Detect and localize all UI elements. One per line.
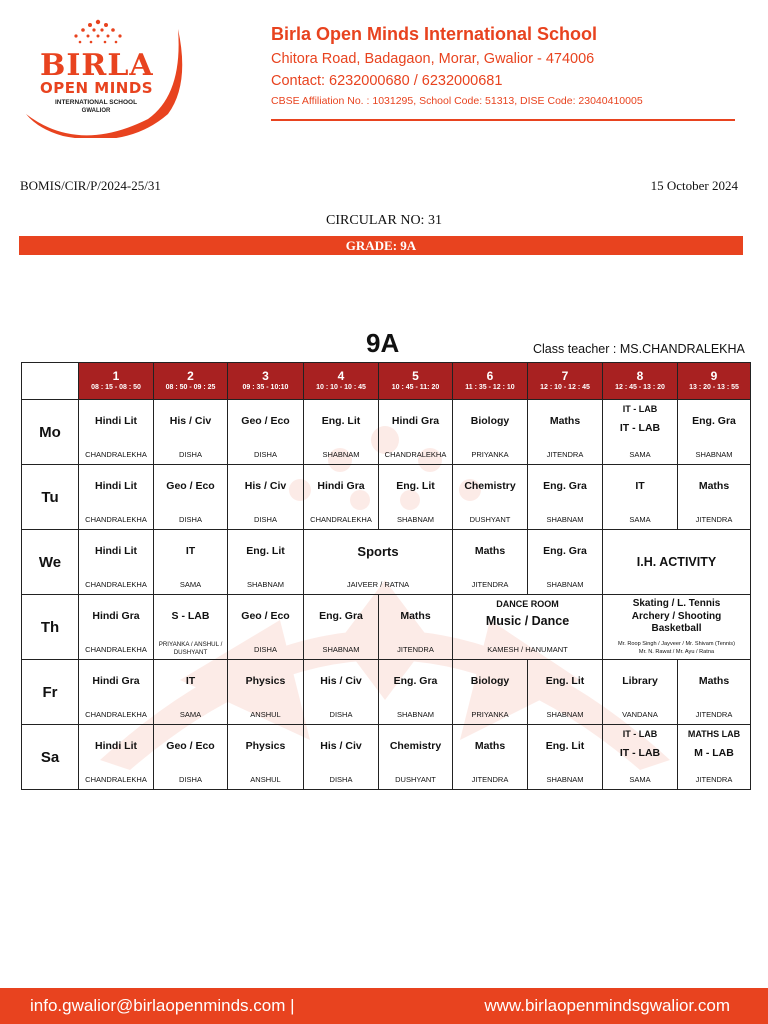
timetable-cell <box>304 725 379 790</box>
subject: Geo / Eco <box>166 480 215 492</box>
games-list <box>603 598 750 636</box>
teacher: SAMA <box>629 450 651 459</box>
period-time: 09 : 35 - 10:10 <box>242 384 289 391</box>
timetable-cell <box>379 595 453 660</box>
timetable-cell <box>603 725 678 790</box>
circular-reference: BOMIS/CIR/P/2024-25/31 <box>20 178 161 193</box>
period-header <box>453 363 528 400</box>
class-title: 9A <box>366 328 400 358</box>
subject: Hindi Gra <box>92 610 140 622</box>
timetable-cell <box>154 725 228 790</box>
teacher: JITENDRA <box>397 645 434 654</box>
subject: Geo / Eco <box>241 610 290 622</box>
circular-date: 15 October 2024 <box>650 178 738 193</box>
period-header-row <box>22 363 751 400</box>
subject: S - LAB <box>171 610 210 622</box>
teacher: SAMA <box>629 515 651 524</box>
teacher: JAIVEER / RATNA <box>346 580 410 589</box>
games-teachers-line-2: Mr. N. Rawat / Mr. Ayu / Ratna <box>638 648 715 655</box>
subject: Eng. Gra <box>543 545 587 557</box>
teacher: VANDANA <box>622 710 658 719</box>
logo-city-text: GWALIOR <box>81 108 111 114</box>
games-teachers-line-1: Mr. Roop Singh / Jayveer / Mr. Shivam (Tennis) <box>618 641 735 647</box>
teacher: DISHA <box>254 645 277 654</box>
teacher: KAMESH / HANUMANT <box>487 645 568 654</box>
teacher: DISHA <box>329 775 353 784</box>
day-label: Sa <box>22 725 79 790</box>
logo-openminds-text: OPEN MINDS <box>40 79 154 97</box>
room-label: MATHS LAB <box>687 729 741 739</box>
timetable-cell <box>154 465 228 530</box>
period-number: 6 <box>486 369 494 383</box>
teacher: JITENDRA <box>695 515 733 524</box>
day-row-friday <box>22 660 751 725</box>
period-time: 13 : 20 - 13 : 55 <box>689 384 739 391</box>
timetable-cell <box>453 660 528 725</box>
subject: Hindi Lit <box>95 545 137 557</box>
teacher: CHANDRALEKHA <box>85 645 147 654</box>
school-address: Chitora Road, Badagaon, Morar, Gwalior - 474006 <box>271 51 595 67</box>
timetable-cell <box>79 660 154 725</box>
teacher: CHANDRALEKHA <box>85 450 147 459</box>
teacher: DISHA <box>179 450 202 459</box>
timetable-cell <box>528 465 603 530</box>
teacher: DISHA <box>254 450 277 459</box>
footer-bar <box>0 988 768 1024</box>
grade-banner: GRADE: 9A <box>19 236 743 255</box>
subject: Maths <box>549 415 581 427</box>
timetable-cell <box>379 660 453 725</box>
period-number: 3 <box>262 369 269 383</box>
subject: Eng. Lit <box>545 675 585 687</box>
subject: Geo / Eco <box>166 740 215 752</box>
subject: Library <box>622 675 658 687</box>
subject: Maths <box>698 480 730 492</box>
timetable-cell-music-dance <box>453 595 603 660</box>
teacher: ANSHUL <box>250 775 281 784</box>
period-number: 8 <box>636 369 644 383</box>
teacher: SAMA <box>629 775 651 784</box>
timetable-cell <box>528 400 603 465</box>
logo-birla-text: BIRLA <box>40 48 154 83</box>
period-header <box>379 363 453 400</box>
subject: Hindi Lit <box>95 480 137 492</box>
timetable-cell <box>228 400 304 465</box>
subject: Hindi Gra <box>391 415 440 427</box>
games-teachers <box>603 641 750 656</box>
class-teacher: Class teacher : MS.CHANDRALEKHA <box>533 342 745 356</box>
subject: Chemistry <box>464 480 516 492</box>
day-label: Th <box>22 595 79 660</box>
subject: Physics <box>245 740 286 752</box>
teacher: SHABNAM <box>322 645 360 654</box>
timetable-cell <box>79 595 154 660</box>
teacher: SHABNAM <box>322 450 360 459</box>
school-affiliation: CBSE Affiliation No. : 1031295, School Code: 51313, DISE Code: 23040410005 <box>271 95 643 107</box>
timetable-cell <box>603 400 678 465</box>
subject: His / Civ <box>320 675 362 687</box>
subject: Music / Dance <box>485 614 570 628</box>
subject: Physics <box>245 675 286 687</box>
teacher: SHABNAM <box>546 775 584 784</box>
period-number: 9 <box>710 369 718 383</box>
room-label: IT - LAB <box>622 729 658 739</box>
teacher: CHANDRALEKHA <box>85 775 147 784</box>
school-contact: Contact: 6232000680 / 6232000681 <box>271 73 503 89</box>
teacher: JITENDRA <box>546 450 584 459</box>
timetable-cell-games <box>603 595 751 660</box>
day-label: Fr <box>22 660 79 725</box>
timetable-cell <box>453 465 528 530</box>
teacher: PRIYANKA <box>471 710 509 719</box>
teacher: PRIYANKA / ANSHUL / DUSHYANT <box>158 641 223 656</box>
teacher: ANSHUL <box>250 710 281 719</box>
subject: Hindi Gra <box>92 675 140 687</box>
timetable <box>21 362 751 790</box>
teacher: DISHA <box>179 515 202 524</box>
room-label: IT - LAB <box>622 404 658 414</box>
teacher: SHABNAM <box>396 515 435 524</box>
teacher: DUSHYANT <box>469 515 511 524</box>
teacher: DISHA <box>254 515 277 524</box>
timetable-cell <box>453 530 528 595</box>
timetable-cell <box>154 530 228 595</box>
timetable-cell <box>603 465 678 530</box>
subject: Biology <box>470 415 510 427</box>
period-time: 08 : 15 - 08 : 50 <box>91 384 141 391</box>
subject: Chemistry <box>389 740 442 752</box>
teacher: SHABNAM <box>546 710 584 719</box>
room-label: DANCE ROOM <box>496 599 559 609</box>
timetable-cell <box>379 400 453 465</box>
day-row-wednesday <box>22 530 751 595</box>
subject: Hindi Lit <box>95 415 137 427</box>
teacher: DUSHYANT <box>395 775 436 784</box>
subject: Maths <box>698 675 730 687</box>
period-time: 12 : 10 - 12 : 45 <box>540 384 590 391</box>
period-number: 5 <box>412 369 419 383</box>
period-header <box>678 363 751 400</box>
timetable-cell-ih-activity <box>603 530 751 595</box>
subject: Eng. Lit <box>321 415 361 427</box>
period-header <box>228 363 304 400</box>
period-header <box>154 363 228 400</box>
day-label: Tu <box>22 465 79 530</box>
day-row-thursday <box>22 595 751 660</box>
timetable-cell <box>228 465 304 530</box>
subject: Eng. Gra <box>692 415 736 427</box>
period-time: 10 : 45 - 11: 20 <box>391 384 440 391</box>
timetable-cell <box>228 595 304 660</box>
timetable-cell <box>304 595 379 660</box>
timetable-cell <box>79 725 154 790</box>
corner-cell <box>22 363 79 400</box>
timetable-cell <box>528 660 603 725</box>
teacher: JITENDRA <box>471 580 509 589</box>
timetable-cell <box>603 660 678 725</box>
day-row-saturday <box>22 725 751 790</box>
subject: Hindi Lit <box>95 740 137 752</box>
period-header <box>528 363 603 400</box>
circular-title: CIRCULAR NO: 31 <box>326 213 442 228</box>
timetable-cell <box>228 725 304 790</box>
timetable-cell <box>453 400 528 465</box>
teacher: JITENDRA <box>695 775 733 784</box>
teacher: DISHA <box>179 775 202 784</box>
timetable-cell <box>304 465 379 530</box>
timetable-cell <box>228 660 304 725</box>
subject: Geo / Eco <box>241 415 290 427</box>
subject: Sports <box>357 544 399 559</box>
subject: Biology <box>470 675 510 687</box>
teacher: CHANDRALEKHA <box>85 515 147 524</box>
timetable-cell <box>678 660 751 725</box>
timetable-cell <box>678 400 751 465</box>
timetable-cell <box>304 400 379 465</box>
timetable-cell <box>528 530 603 595</box>
timetable-cell-sports <box>304 530 453 595</box>
subject: Maths <box>474 545 506 557</box>
timetable-cell <box>453 725 528 790</box>
teacher: JITENDRA <box>695 710 733 719</box>
subject: Eng. Gra <box>543 480 587 492</box>
period-number: 7 <box>561 369 569 383</box>
period-time: 08 : 50 - 09 : 25 <box>165 384 216 391</box>
school-name: Birla Open Minds International School <box>271 24 598 44</box>
subject: I.H. ACTIVITY <box>636 555 717 569</box>
timetable-cell <box>79 465 154 530</box>
timetable-cell <box>154 595 228 660</box>
games-line-3: Basketball <box>651 623 702 634</box>
teacher: JITENDRA <box>471 775 509 784</box>
period-number: 1 <box>112 369 120 383</box>
subject: Eng. Lit <box>246 545 285 557</box>
subject: Eng. Gra <box>393 675 438 687</box>
teacher: SAMA <box>179 710 202 719</box>
subject: Eng. Lit <box>396 480 435 492</box>
subject: Maths <box>474 740 506 752</box>
day-label: Mo <box>22 400 79 465</box>
period-number: 2 <box>187 369 194 383</box>
games-line-1: Skating / L. Tennis <box>632 598 721 609</box>
logo-intl-school-text: INTERNATIONAL SCHOOL <box>54 99 138 106</box>
timetable-cell <box>304 660 379 725</box>
period-header <box>79 363 154 400</box>
subject: Eng. Lit <box>545 740 585 752</box>
footer-website-link[interactable]: www.birlaopenmindsgwalior.com <box>484 996 730 1015</box>
subject: M - LAB <box>694 747 734 759</box>
teacher: SHABNAM <box>246 580 285 589</box>
timetable-cell <box>154 660 228 725</box>
subject: His / Civ <box>244 480 287 492</box>
period-number: 4 <box>337 369 345 383</box>
subject: His / Civ <box>320 740 362 752</box>
timetable-cell <box>79 530 154 595</box>
period-time: 11 : 35 - 12 : 10 <box>465 384 515 391</box>
day-row-monday <box>22 400 751 465</box>
teacher: SHABNAM <box>546 515 584 524</box>
footer-email-link[interactable]: info.gwalior@birlaopenminds.com | <box>30 996 295 1015</box>
timetable-cell <box>678 725 751 790</box>
subject: Maths <box>400 610 431 622</box>
subject: IT - LAB <box>619 747 661 759</box>
teacher: SHABNAM <box>396 710 435 719</box>
subject: IT - LAB <box>619 422 661 434</box>
timetable-cell <box>154 400 228 465</box>
header-divider <box>271 119 735 121</box>
timetable-cell <box>678 465 751 530</box>
teacher: SAMA <box>179 580 202 589</box>
subject: IT <box>635 480 645 492</box>
teacher: SHABNAM <box>695 450 733 459</box>
day-row-tuesday <box>22 465 751 530</box>
subject: IT <box>185 545 196 557</box>
period-time: 10 : 10 - 10 : 45 <box>316 384 366 391</box>
subject: Hindi Gra <box>317 480 365 492</box>
subject: IT <box>185 675 196 687</box>
period-time: 12 : 45 - 13 : 20 <box>615 384 665 391</box>
period-header <box>304 363 379 400</box>
teacher: SHABNAM <box>546 580 584 589</box>
timetable-cell <box>379 725 453 790</box>
subject: His / Civ <box>169 415 212 427</box>
timetable-cell <box>379 465 453 530</box>
subject: Eng. Gra <box>319 610 363 622</box>
timetable-cell <box>79 400 154 465</box>
teacher: DISHA <box>329 710 353 719</box>
teacher: CHANDRALEKHA <box>85 580 147 589</box>
games-line-2: Archery / Shooting <box>631 610 722 622</box>
teacher: CHANDRALEKHA <box>310 515 372 524</box>
period-header <box>603 363 678 400</box>
day-label: We <box>22 530 79 595</box>
timetable-cell <box>228 530 304 595</box>
teacher: PRIYANKA <box>471 450 509 459</box>
teacher: CHANDRALEKHA <box>384 450 447 459</box>
teacher: CHANDRALEKHA <box>85 710 147 719</box>
timetable-cell <box>528 725 603 790</box>
